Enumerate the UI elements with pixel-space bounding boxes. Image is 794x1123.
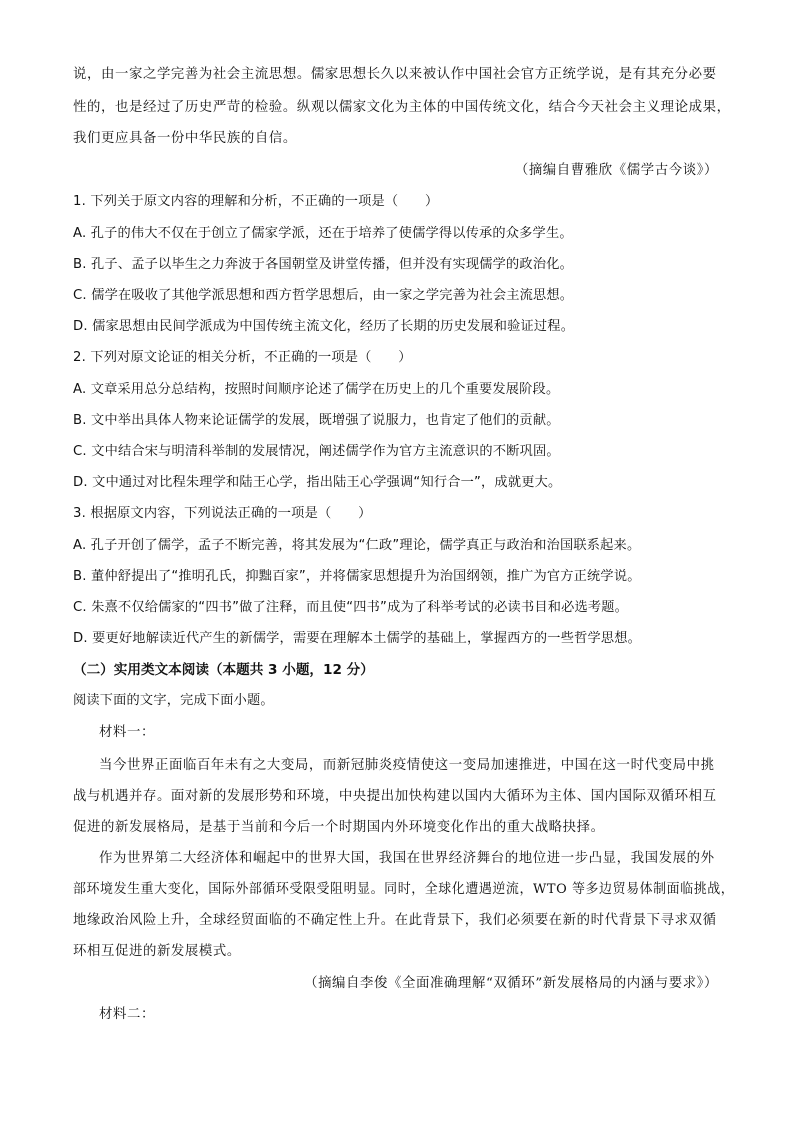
question-2-stem: 2. 下列对原文论证的相关分析，不正确的一项是（ ）	[73, 350, 412, 365]
section-2-heading: （二）实用类文本阅读（本题共 3 小题，12 分）	[73, 662, 374, 678]
question-1-option-b: B. 孔子、孟子以毕生之力奔波于各国朝堂及讲堂传播，但并没有实现儒学的政治化。	[73, 257, 573, 272]
question-2-option-a: A. 文章采用总分总结构，按照时间顺序论述了儒学在历史上的几个重要发展阶段。	[73, 382, 560, 397]
question-2-option-c: C. 文中结合宋与明清科举制的发展情况，阐述儒学作为官方主流意识的不断巩固。	[73, 444, 560, 459]
question-3-option-a: A. 孔子开创了儒学，孟子不断完善，将其发展为“仁政”理论，儒学真正与政治和治国联系起来。	[73, 538, 641, 553]
material-2-label: 材料二：	[99, 1007, 155, 1022]
material-1-line: 作为世界第二大经济体和崛起中的世界大国，我国在世界经济舞台的地位进一步凸显，我国发展的外	[99, 851, 715, 866]
question-1-stem: 1. 下列关于原文内容的理解和分析，不正确的一项是（ ）	[73, 194, 439, 209]
material-1-source: （摘编自李俊《全面准确理解“双循环”新发展格局的内涵与要求》）	[304, 976, 718, 991]
passage-1-line: 说，由一家之学完善为社会主流思想。儒家思想长久以来被认作中国社会官方正统学说，是有其充分必要	[73, 67, 717, 82]
material-1-line: 环相互促进的新发展模式。	[73, 944, 241, 959]
material-1-line: 当今世界正面临百年未有之大变局，而新冠肺炎疫情使这一变局加速推进，中国在这一时代变局中挑	[99, 758, 715, 773]
question-3-option-d: D. 要更好地解读近代产生的新儒学，需要在理解本土儒学的基础上，掌握西方的一些哲学思想。	[73, 631, 642, 646]
section-2-instruction: 阅读下面的文字，完成下面小题。	[73, 693, 274, 708]
question-1-option-a: A. 孔子的伟大不仅在于创立了儒家学派，还在于培养了使儒学得以传承的众多学生。	[73, 226, 573, 241]
material-1-line: 战与机遇并存。面对新的发展形势和环境，中央提出加快构建以国内大循环为主体、国内国际双循环相互	[73, 789, 717, 804]
question-2-option-b: B. 文中举出具体人物来论证儒学的发展，既增强了说服力，也肯定了他们的贡献。	[73, 413, 560, 428]
material-1-label: 材料一：	[99, 725, 155, 740]
question-3-stem: 3. 根据原文内容，下列说法正确的一项是（ ）	[73, 506, 372, 521]
question-1-option-d: D. 儒家思想由民间学派成为中国传统主流文化，经历了长期的历史发展和验证过程。	[73, 319, 575, 334]
material-1-line: 促进的新发展格局，是基于当前和今后一个时期国内外环境变化作出的重大战略抉择。	[73, 820, 605, 835]
passage-1-line: 性的，也是经过了历史严苛的检验。纵观以儒家文化为主体的中国传统文化，结合今天社会主义理论成果，	[73, 100, 731, 115]
passage-1-line: 我们更应具备一份中华民族的自信。	[73, 131, 297, 146]
question-3-option-c: C. 朱熹不仅给儒家的“四书”做了注释，而且使“四书”成为了科举考试的必读书目和必选考题。	[73, 600, 629, 615]
question-3-option-b: B. 董仲舒提出了“推明孔氏，抑黜百家”，并将儒家思想提升为治国纲领，推广为官方正统学说。	[73, 569, 641, 584]
material-1-line: 地缘政治风险上升，全球经贸面临的不确定性上升。在此背景下，我们必须要在新的时代背景下寻求双循	[73, 913, 717, 928]
question-2-option-d: D. 文中通过对比程朱理学和陆王心学，指出陆王心学强调“知行合一”，成就更大。	[73, 475, 562, 490]
passage-1-source: （摘编自曹雅欣《儒学古今谈》）	[514, 163, 718, 178]
question-1-option-c: C. 儒学在吸收了其他学派思想和西方哲学思想后，由一家之学完善为社会主流思想。	[73, 288, 574, 303]
material-1-line: 部环境发生重大变化，国际外部循环受限受阻明显。同时，全球化遭遇逆流，WTO 等多边贸易体制面临挑战，	[73, 882, 735, 897]
